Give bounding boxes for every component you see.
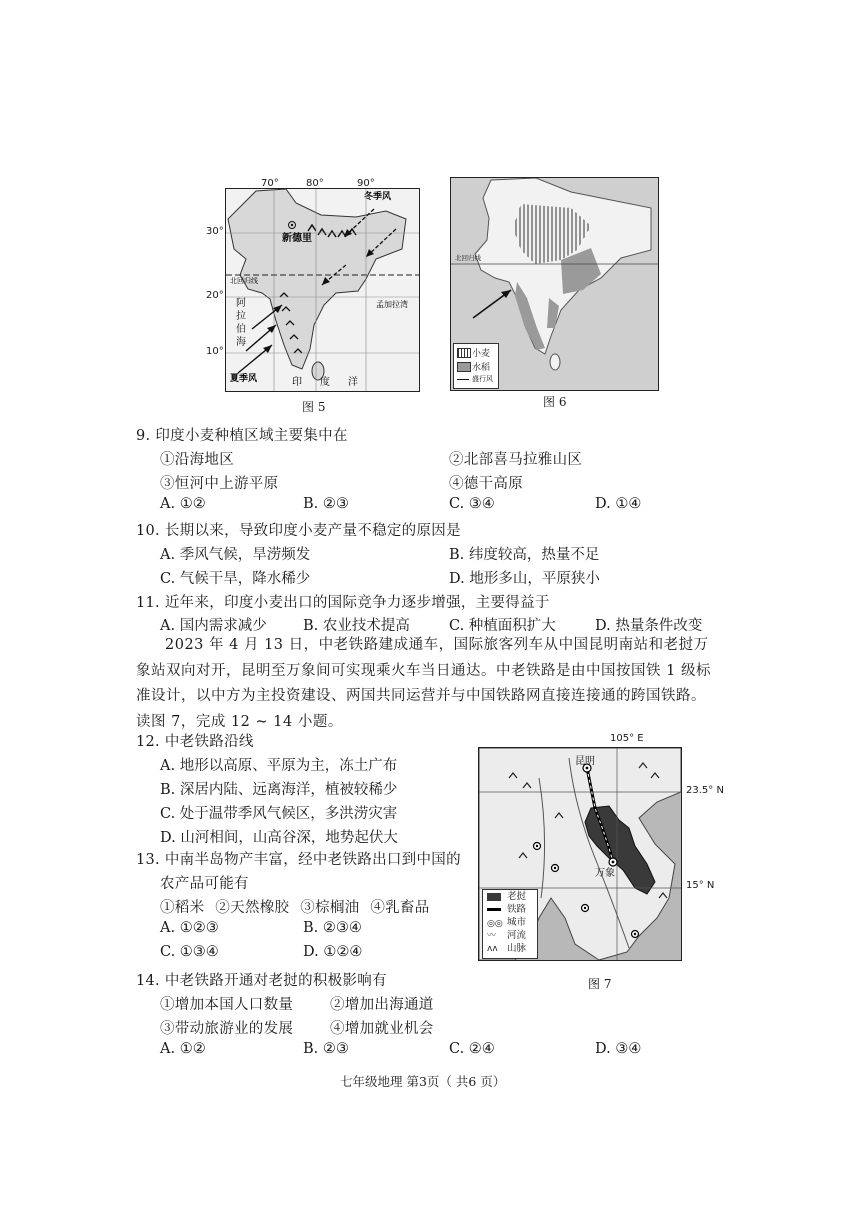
wheat-swatch — [457, 348, 471, 358]
q12-option-b[interactable]: B. 深居内陆、远离海洋，植被较稀少 — [160, 782, 398, 798]
fig5-lat-30: 30° — [206, 226, 224, 237]
q12-option-a[interactable]: A. 地形以高原、平原为主，冻土广布 — [160, 758, 398, 774]
fig6-tropic-label: 北回归线 — [455, 254, 481, 262]
q14-item-3: ③带动旅游业的发展 — [160, 1021, 294, 1037]
page-footer: 七年级地理 第3页（ 共6 页） — [340, 1074, 506, 1089]
q13-option-b[interactable]: B. ②③④ — [303, 920, 362, 936]
river-legend-label: 河流 — [507, 930, 527, 941]
figure-7-caption: 图 7 — [588, 977, 612, 991]
fig7-legend — [482, 889, 538, 959]
question-12-stem: 12. 中老铁路沿线 — [136, 734, 254, 750]
indian-ocean-label: 印度洋 — [292, 377, 376, 388]
question-11-stem: 11. 近年来，印度小麦出口的国际竞争力逐步增强，主要得益于 — [136, 595, 550, 611]
q11-option-a[interactable]: A. 国内需求减少 — [160, 618, 267, 634]
q13-option-a[interactable]: A. ①②③ — [160, 920, 219, 936]
figure-7-map — [478, 747, 682, 961]
q14-item-4: ④增加就业机会 — [330, 1021, 434, 1037]
q9-option-d[interactable]: D. ①④ — [595, 496, 642, 512]
reading-passage: 2023 年 4 月 13 日，中老铁路建成通车，国际旅客列车从中国昆明南站和老挝万象站双向对开，昆明至万象间可实现乘火车当日通达。中老铁路是由中国按国铁 1 级标准设计，以中方为主投资建设、两国共同运营并与中国铁路网直接连接通的跨国铁路。读图 7，完成 12 ~ 14 小题。 — [136, 637, 711, 730]
city-swatch: ◎◎ — [487, 919, 503, 929]
figure-5-caption: 图 5 — [302, 400, 326, 414]
kunming-label: 昆明 — [575, 756, 595, 767]
q11-option-c[interactable]: C. 种植面积扩大 — [449, 618, 556, 634]
laos-swatch — [487, 893, 501, 901]
figure-6-map — [450, 177, 659, 391]
summer-monsoon-label: 夏季风 — [230, 374, 258, 384]
fig7-lon-label: 105° E — [610, 733, 644, 744]
q11-option-d[interactable]: D. 热量条件改变 — [595, 618, 703, 634]
q14-option-b[interactable]: B. ②③ — [303, 1041, 349, 1057]
question-13-stem-line2: 农产品可能有 — [160, 876, 249, 892]
q9-item-2: ②北部喜马拉雅山区 — [449, 452, 583, 468]
bay-of-bengal-label: 孟加拉湾 — [376, 300, 408, 309]
question-9-stem: 9. 印度小麦种植区域主要集中在 — [136, 428, 348, 444]
rice-legend-label: 水稻 — [472, 363, 491, 373]
q10-option-c[interactable]: C. 气候干旱，降水稀少 — [160, 571, 311, 587]
q13-option-c[interactable]: C. ①③④ — [160, 944, 219, 960]
fig6-legend — [453, 343, 499, 389]
rice-swatch — [457, 362, 471, 372]
q9-item-1: ①沿海地区 — [160, 452, 234, 468]
q13-items: ①稻米 ②天然橡胶 ③棕榈油 ④乳畜品 — [160, 900, 430, 916]
figure-5-map — [225, 188, 420, 392]
river-swatch: 〰 — [487, 931, 497, 941]
city-legend-label: 城市 — [507, 917, 527, 928]
fig5-lon-70: 70° — [261, 178, 279, 189]
wind-legend-label: 盛行风 — [472, 375, 493, 383]
q11-option-b[interactable]: B. 农业技术提高 — [303, 618, 410, 634]
q9-option-b[interactable]: B. ②③ — [303, 496, 349, 512]
q9-item-4: ④德干高原 — [449, 476, 523, 492]
fig5-lat-20: 20° — [206, 290, 224, 301]
mountain-legend-label: 山脉 — [507, 943, 527, 954]
winter-monsoon-label: 冬季风 — [364, 192, 392, 202]
q12-option-d[interactable]: D. 山河相间，山高谷深，地势起伏大 — [160, 830, 398, 846]
q10-option-a[interactable]: A. 季风气候，旱涝频发 — [160, 547, 311, 563]
fig5-lon-90: 90° — [357, 178, 375, 189]
q13-option-d[interactable]: D. ①②④ — [303, 944, 363, 960]
fig7-lat-top-label: 23.5° N — [686, 785, 724, 796]
fig5-lat-10: 10° — [206, 346, 224, 357]
q9-option-c[interactable]: C. ③④ — [449, 496, 495, 512]
question-10-stem: 10. 长期以来，导致印度小麦产量不稳定的原因是 — [136, 523, 461, 539]
fig5-lon-80: 80° — [306, 178, 324, 189]
new-delhi-label: 新德里 — [282, 233, 312, 244]
q9-item-3: ③恒河中上游平原 — [160, 476, 279, 492]
q12-option-c[interactable]: C. 处于温带季风气候区，多洪涝灾害 — [160, 806, 398, 822]
q14-item-2: ②增加出海通道 — [330, 997, 434, 1013]
q14-option-c[interactable]: C. ②④ — [449, 1041, 495, 1057]
q10-option-b[interactable]: B. 纬度较高，热量不足 — [449, 547, 600, 563]
india-monsoon-map — [226, 189, 419, 391]
railway-swatch — [487, 908, 501, 911]
mountain-swatch: ʌʌ — [487, 944, 498, 954]
railway-legend-label: 铁路 — [507, 904, 527, 915]
question-13-stem-line1: 13. 中南半岛物产丰富，经中老铁路出口到中国的 — [136, 852, 461, 868]
q14-item-1: ①增加本国人口数量 — [160, 997, 294, 1013]
fig7-lat-mid-label: 15° N — [686, 880, 715, 891]
question-14-stem: 14. 中老铁路开通对老挝的积极影响有 — [136, 973, 387, 989]
vientiane-label: 万象 — [595, 868, 615, 879]
wind-arrow-swatch — [457, 379, 469, 380]
wheat-legend-label: 小麦 — [472, 349, 491, 359]
tropic-label-fig5: 北回归线 — [230, 277, 258, 285]
q10-option-d[interactable]: D. 地形多山，平原狭小 — [449, 571, 600, 587]
q14-option-d[interactable]: D. ③④ — [595, 1041, 642, 1057]
q14-option-a[interactable]: A. ①② — [160, 1041, 206, 1057]
q9-option-a[interactable]: A. ①② — [160, 496, 206, 512]
figure-6-caption: 图 6 — [543, 395, 567, 409]
laos-legend-label: 老挝 — [507, 891, 527, 902]
arabian-sea-label: 阿拉伯海 — [236, 298, 246, 348]
